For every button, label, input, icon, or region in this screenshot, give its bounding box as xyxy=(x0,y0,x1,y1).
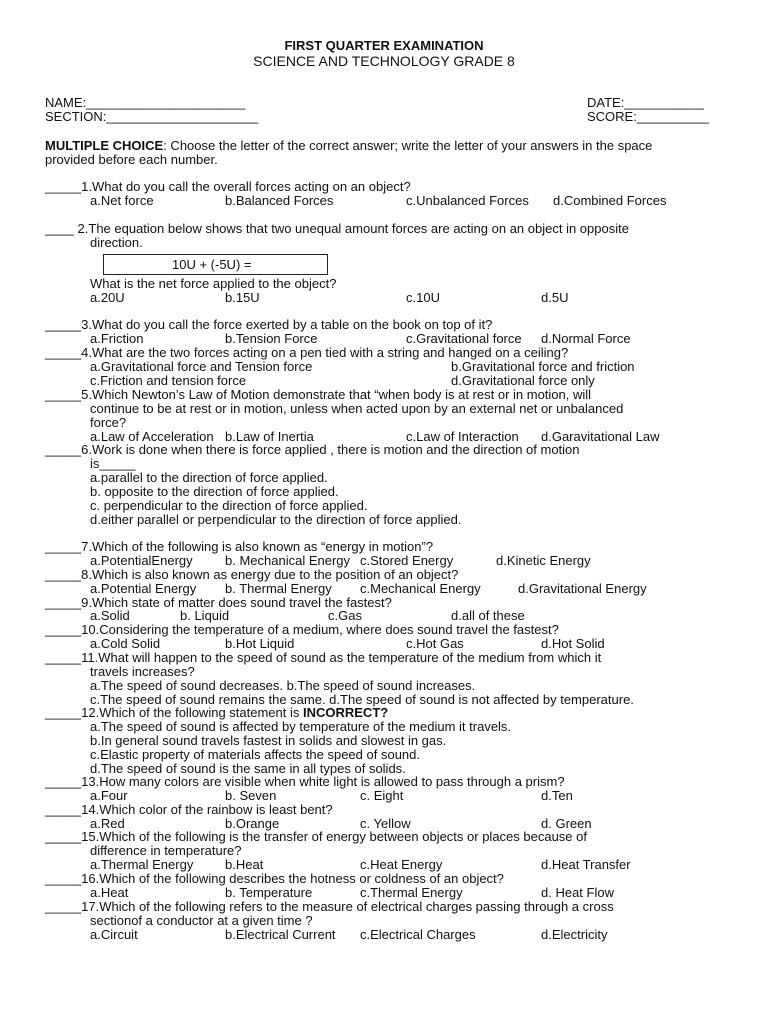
choice-b: b.Heat xyxy=(225,857,264,872)
question-stem-cont: sectionof a conductor at a given time ? xyxy=(90,913,313,928)
choice-d: d.Ten xyxy=(541,788,573,803)
choice-c: c.Electrical Charges xyxy=(360,927,476,942)
choice-b: b. opposite to the direction of force applied. xyxy=(90,484,339,499)
instructions-heading: MULTIPLE CHOICE xyxy=(45,138,164,153)
choice-cd: c.The speed of sound remains the same. d.The speed of sound is not affected by temperature. xyxy=(90,692,634,707)
choice-d: d. Green xyxy=(541,816,592,831)
choice-a: a.Law of Acceleration xyxy=(90,429,214,444)
choice-d: d.either parallel or perpendicular to the direction of force applied. xyxy=(90,512,462,527)
choice-b: b.Tension Force xyxy=(225,331,318,346)
exam-subtitle: SCIENCE AND TECHNOLOGY GRADE 8 xyxy=(253,53,515,69)
choice-a: a.Red xyxy=(90,816,125,831)
question-stem-cont: is_____ xyxy=(90,456,136,471)
choice-a: a.PotentialEnergy xyxy=(90,553,193,568)
choice-d: d.The speed of sound is the same in all types of solids. xyxy=(90,761,406,776)
question-stem-cont: direction. xyxy=(90,235,143,250)
choice-d: d.Combined Forces xyxy=(553,193,667,208)
section-field[interactable]: SECTION:_____________________ xyxy=(45,109,259,124)
equation-text: 10U + (-5U) = xyxy=(172,257,252,272)
choice-d: d.5U xyxy=(541,290,569,305)
instructions-line1 xyxy=(45,139,652,153)
question-stem-cont: travels increases? xyxy=(90,664,195,679)
question-stem-cont: difference in temperature? xyxy=(90,843,242,858)
question-stem: _____15.Which of the following is the transfer of energy between objects or places because of xyxy=(45,829,587,844)
choice-c: c.Gas xyxy=(328,608,362,623)
choice-c: c.Elastic property of materials affects the speed of sound. xyxy=(90,747,420,762)
question-stem: _____6.Work is done when there is force applied , there is motion and the direction of motion xyxy=(45,442,580,457)
choice-c: c.10U xyxy=(406,290,440,305)
choice-c: c. Eight xyxy=(360,788,404,803)
choice-a: a.Friction xyxy=(90,331,144,346)
choice-b: b.Gravitational force and friction xyxy=(451,359,635,374)
question-stem: _____13.How many colors are visible when white light is allowed to pass through a prism? xyxy=(45,774,565,789)
choice-d: d.Garavitational Law xyxy=(541,429,660,444)
question-stem: _____3.What do you call the force exerted by a table on the book on top of it? xyxy=(45,317,493,332)
choice-b: b. Liquid xyxy=(180,608,230,623)
choice-c: c.Heat Energy xyxy=(360,857,443,872)
choice-a: a.Circuit xyxy=(90,927,138,942)
choice-a: a.Thermal Energy xyxy=(90,857,194,872)
date-field[interactable]: DATE:___________ xyxy=(587,95,704,110)
choice-b: b.Balanced Forces xyxy=(225,193,334,208)
question-stem: _____9.Which state of matter does sound travel the fastest? xyxy=(45,595,392,610)
question-stem-cont: What is the net force applied to the object? xyxy=(90,276,337,291)
question-stem: _____16.Which of the following describes the hotness or coldness of an object? xyxy=(45,871,504,886)
choice-b: b. Temperature xyxy=(225,885,313,900)
choice-a: a.Heat xyxy=(90,885,129,900)
choice-b: b. Thermal Energy xyxy=(225,581,332,596)
choice-a: a.Potential Energy xyxy=(90,581,197,596)
choice-c: c.Thermal Energy xyxy=(360,885,463,900)
question-stem: _____17.Which of the following refers to the measure of electrical charges passing through a cross xyxy=(45,899,614,914)
choice-c: c. Yellow xyxy=(360,816,411,831)
choice-c: c.Mechanical Energy xyxy=(360,581,481,596)
instructions-text: : Choose the letter of the correct answer; write the letter of your answers in the space xyxy=(163,138,653,153)
choice-c: c.Friction and tension force xyxy=(90,373,247,388)
choice-a: a.20U xyxy=(90,290,125,305)
choice-d: d.Normal Force xyxy=(541,331,631,346)
choice-d: d.Hot Solid xyxy=(541,636,605,651)
question-stem: _____5.Which Newton’s Law of Motion demonstrate that “when body is at rest or in motion, will xyxy=(45,387,592,402)
question-stem xyxy=(45,706,388,720)
choice-a: a.Solid xyxy=(90,608,130,623)
choice-a: a.Net force xyxy=(90,193,154,208)
choice-ab: a.The speed of sound decreases. b.The speed of sound increases. xyxy=(90,678,476,693)
choice-b: b.In general sound travels fastest in solids and slowest in gas. xyxy=(90,733,447,748)
choice-d: d.Gravitational force only xyxy=(451,373,595,388)
choice-d: d. Heat Flow xyxy=(541,885,614,900)
choice-d: d.Electricity xyxy=(541,927,608,942)
choice-d: d.Gravitational Energy xyxy=(518,581,647,596)
question-stem: _____11.What will happen to the speed of sound as the temperature of the medium from which it xyxy=(45,650,602,665)
question-stem: _____10.Considering the temperature of a medium, where does sound travel the fastest? xyxy=(45,622,559,637)
choice-b: b.Orange xyxy=(225,816,280,831)
question-stem: _____14.Which color of the rainbow is least bent? xyxy=(45,802,333,817)
question-stem-emphasis: INCORRECT? xyxy=(302,705,389,720)
choice-a: a.Cold Solid xyxy=(90,636,161,651)
choice-a: a.parallel to the direction of force applied. xyxy=(90,470,328,485)
question-stem: _____4.What are the two forces acting on a pen tied with a string and hanged on a ceiling? xyxy=(45,345,569,360)
exam-title: FIRST QUARTER EXAMINATION xyxy=(284,38,484,53)
choice-a: a.Four xyxy=(90,788,128,803)
choice-b: b.15U xyxy=(225,290,260,305)
choice-c: c.Hot Gas xyxy=(406,636,464,651)
choice-d: d.Heat Transfer xyxy=(541,857,631,872)
choice-d: d.all of these xyxy=(451,608,525,623)
choice-b: b.Hot Liquid xyxy=(225,636,295,651)
choice-b: b.Law of Inertia xyxy=(225,429,314,444)
question-stem: ____ 2.The equation below shows that two unequal amount forces are acting on an object in opposite xyxy=(45,221,629,236)
choice-a: a.The speed of sound is affected by temperature of the medium it travels. xyxy=(90,719,512,734)
choice-c: c. perpendicular to the direction of force applied. xyxy=(90,498,368,513)
question-stem-cont: continue to be at rest or in motion, unless when acted upon by an external net or unbalanced xyxy=(90,401,624,416)
question-stem: _____7.Which of the following is also known as “energy in motion”? xyxy=(45,539,434,554)
instructions-line2: provided before each number. xyxy=(45,152,218,167)
choice-a: a.Gravitational force and Tension force xyxy=(90,359,313,374)
choice-d: d.Kinetic Energy xyxy=(496,553,591,568)
question-stem-cont: force? xyxy=(90,415,127,430)
choice-c: c.Unbalanced Forces xyxy=(406,193,529,208)
name-field[interactable]: NAME:______________________ xyxy=(45,95,246,110)
score-field[interactable]: SCORE:__________ xyxy=(587,109,710,124)
choice-c: c.Stored Energy xyxy=(360,553,454,568)
choice-b: b. Mechanical Energy xyxy=(225,553,351,568)
choice-c: c.Gravitational force xyxy=(406,331,522,346)
choice-b: b.Electrical Current xyxy=(225,927,336,942)
choice-c: c.Law of Interaction xyxy=(406,429,519,444)
choice-b: b. Seven xyxy=(225,788,277,803)
question-stem: _____1.What do you call the overall forces acting on an object? xyxy=(45,179,411,194)
question-stem-text: _____12.Which of the following statement is xyxy=(45,705,303,720)
question-stem: _____8.Which is also known as energy due to the position of an object? xyxy=(45,567,459,582)
